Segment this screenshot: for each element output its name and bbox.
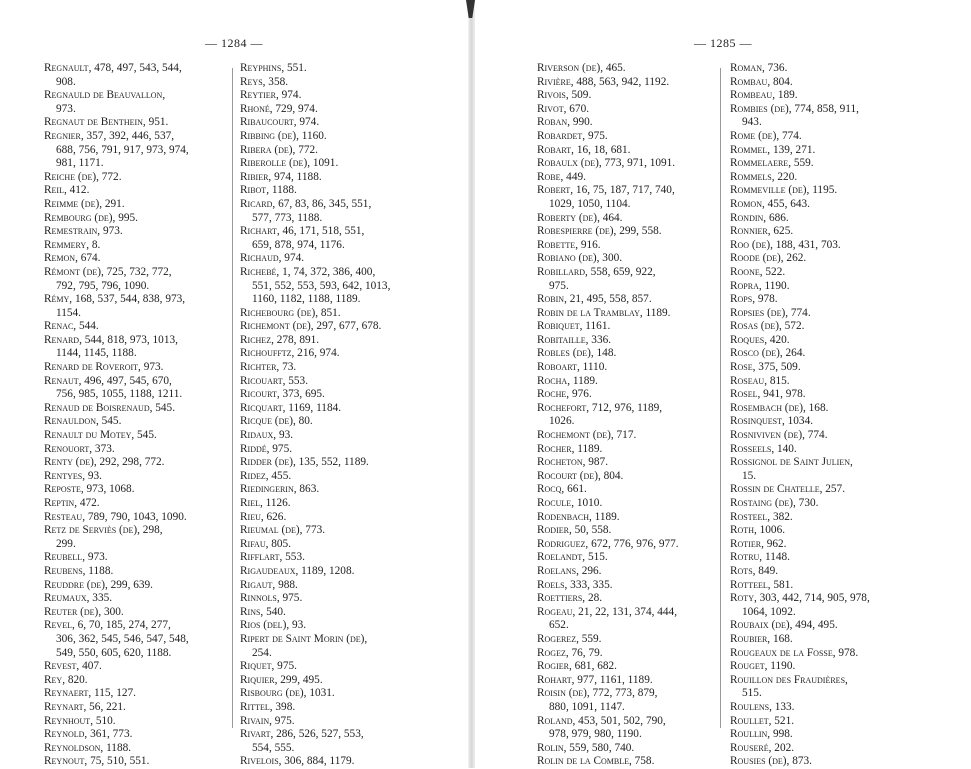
index-entry: Renaut, 496, 497, 545, 670,: [44, 374, 172, 387]
index-entry: Reumaux, 335.: [44, 592, 113, 605]
index-entry: 577, 773, 1188.: [252, 211, 323, 224]
index-entry: Reimme (de), 291.: [44, 197, 125, 210]
index-entry: Roettiers, 28.: [537, 592, 603, 605]
index-entry: 15.: [742, 469, 757, 482]
index-entry: Rouget, 1190.: [730, 660, 796, 673]
index-entry: Regnauld de Beauvallon,: [44, 89, 166, 102]
index-entry: Robe, 449.: [537, 170, 586, 183]
index-entry: Rome (de), 774.: [730, 129, 802, 142]
index-entry: Rose, 375, 509.: [730, 361, 801, 374]
index-entry: Rohart, 977, 1161, 1189.: [537, 673, 653, 686]
index-entry: Rougeaux de la Fosse, 978.: [730, 646, 859, 659]
index-entry: Revel, 6, 70, 185, 274, 277,: [44, 619, 171, 632]
index-entry: Reyphins, 551.: [240, 62, 307, 74]
index-entry: Rittel, 398.: [240, 700, 296, 713]
index-entry: Richez, 278, 891.: [240, 333, 320, 346]
index-entry: Rossin de Chatelle, 257.: [730, 483, 846, 496]
index-entry: Rotru, 1148.: [730, 551, 790, 564]
index-entry: Rotteel, 581.: [730, 578, 794, 591]
index-entry: Remestrain, 973.: [44, 225, 123, 238]
index-entry: Roty, 303, 442, 714, 905, 978,: [730, 592, 870, 605]
index-entry: 1154.: [56, 306, 81, 319]
index-entry: Rommeville (de), 1195.: [730, 184, 838, 197]
index-entry: Reynold, 361, 773.: [44, 728, 133, 741]
index-entry: Rondin, 686.: [730, 211, 789, 224]
index-entry: Renty (de), 292, 298, 772.: [44, 456, 165, 469]
index-entry: Roelans, 296.: [537, 564, 602, 577]
index-entry: Ridaux, 93.: [240, 429, 294, 442]
index-entry: Richter, 73.: [240, 361, 297, 374]
index-entry: 688, 756, 791, 917, 973, 974,: [56, 143, 189, 156]
index-entry: Roulens, 133.: [730, 700, 795, 713]
index-entry: Rivois, 509.: [537, 89, 592, 102]
index-entry: Roman, 736.: [730, 62, 788, 74]
index-entry: Renaud de Boisrenaud, 545.: [44, 401, 176, 414]
index-entry: Rivain, 975.: [240, 714, 295, 727]
index-entry: Reubell, 973.: [44, 551, 108, 564]
index-entry: Robette, 916.: [537, 238, 601, 251]
index-entry: 551, 552, 553, 593, 642, 1013,: [252, 279, 391, 292]
book-gutter: [468, 0, 475, 768]
index-entry: Ribbing (de), 1160.: [240, 129, 327, 142]
index-entry: Rosteel, 382.: [730, 510, 793, 523]
index-entry: Ridez, 455.: [240, 469, 292, 482]
index-entry: Roseau, 815.: [730, 374, 790, 387]
index-entry: Rifflart, 553.: [240, 551, 305, 564]
index-entry: Reptin, 472.: [44, 497, 100, 509]
index-entry: Roques, 420.: [730, 333, 790, 346]
index-entry: Reuddre (de), 299, 639.: [44, 578, 154, 591]
index-entry: Roban, 990.: [537, 116, 593, 129]
index-entry: Rémy, 168, 537, 544, 838, 973,: [44, 293, 186, 306]
index-entry: Rosco (de), 264.: [730, 347, 806, 360]
index-column: [44, 62, 189, 769]
page-number: — 1285 —: [694, 36, 752, 50]
index-entry: Rommelaere, 559.: [730, 157, 814, 170]
index-entry: Reynout, 75, 510, 551.: [44, 755, 150, 768]
left-page: [0, 0, 468, 768]
index-entry: Reys, 358.: [240, 75, 289, 88]
index-entry: Robespierre (de), 299, 558.: [537, 225, 662, 238]
index-entry: Riberolle (de), 1091.: [240, 157, 339, 170]
index-entry: Rogez, 76, 79.: [537, 646, 603, 659]
index-entry: Roche, 976.: [537, 388, 592, 401]
index-entry: Rinnols, 975.: [240, 592, 303, 605]
index-entry: Ribaucourt, 974.: [240, 116, 320, 129]
index-entry: Reytier, 974.: [240, 89, 302, 102]
index-entry: Roth, 1006.: [730, 524, 786, 537]
index-entry: 254.: [252, 646, 272, 659]
index-entry: Ribera (de), 772.: [240, 143, 318, 156]
index-entry: Rostaing (de), 730.: [730, 497, 819, 509]
index-entry: Reynhout, 510.: [44, 714, 116, 727]
index-entry: Riverson (de), 465.: [537, 62, 626, 74]
index-entry: Rommels, 220.: [730, 170, 798, 183]
index-entry: Renault du Motey, 545.: [44, 429, 157, 442]
index-entry: Reiche (de), 772.: [44, 170, 122, 183]
index-entry: Rommel, 139, 271.: [730, 143, 816, 156]
index-entry: Risbourg (de), 1031.: [240, 687, 335, 700]
index-entry: Rosinquest, 1034.: [730, 415, 814, 428]
index-entry: Robin de la Tramblay, 1189.: [537, 306, 671, 319]
index-entry: Robardet, 975.: [537, 129, 608, 142]
right-page: [475, 0, 971, 768]
index-entry: Retz de Serviès (de), 298,: [44, 524, 163, 537]
index-entry: 549, 550, 605, 620, 1188.: [56, 646, 172, 659]
index-entry: Rossignol de Saint Julien,: [730, 456, 853, 469]
index-entry: Robart, 16, 18, 681.: [537, 143, 631, 156]
index-entry: Rops, 978.: [730, 293, 778, 306]
index-entry: 880, 1091, 1147.: [549, 700, 625, 713]
index-entry: Roels, 333, 335.: [537, 578, 613, 591]
index-entry: 975.: [549, 279, 569, 292]
index-entry: 756, 985, 1055, 1188, 1211.: [56, 388, 183, 401]
index-entry: Richoufftz, 216, 974.: [240, 347, 340, 360]
index-column: [537, 62, 679, 769]
index-entry: Rivelois, 306, 884, 1179.: [240, 755, 355, 768]
index-entry: Reynoldson, 1188.: [44, 741, 132, 754]
index-entry: 908.: [56, 75, 76, 88]
index-entry: Roland, 453, 501, 502, 790,: [537, 714, 666, 727]
index-entry: Robles (de), 148.: [537, 347, 617, 360]
index-entry: Roisin (de), 772, 773, 879,: [537, 687, 658, 700]
index-entry: Riquet, 975.: [240, 660, 297, 673]
index-entry: Resteau, 789, 790, 1043, 1090.: [44, 510, 187, 523]
index-entry: Regnier, 357, 392, 446, 537,: [44, 129, 175, 142]
index-entry: Rouseré, 202.: [730, 741, 795, 754]
index-entry: Roode (de), 262.: [730, 252, 807, 265]
index-entry: Revest, 407.: [44, 660, 102, 673]
index-entry: Ricquart, 1169, 1184.: [240, 401, 342, 414]
index-entry: Robiquet, 1161.: [537, 320, 611, 333]
index-entry: Ribier, 974, 1188.: [240, 170, 322, 183]
index-entry: Robiano (de), 300.: [537, 252, 623, 265]
index-entry: Richebourg (de), 851.: [240, 306, 341, 319]
index-entry: Rhoné, 729, 974.: [240, 102, 318, 115]
index-entry: 1160, 1182, 1188, 1189.: [252, 293, 361, 306]
index-entry: 792, 795, 796, 1090.: [56, 279, 150, 292]
index-entry: Rosembach (de), 168.: [730, 401, 829, 414]
index-entry: Richebé, 1, 74, 372, 386, 400,: [240, 265, 376, 278]
index-entry: Ropsies (de), 774.: [730, 306, 811, 319]
index-entry: Reynaert, 115, 127.: [44, 687, 136, 700]
index-entry: Rosas (de), 572.: [730, 320, 805, 333]
index-entry: Renac, 544.: [44, 320, 99, 333]
index-entry: Rocq, 661.: [537, 483, 587, 496]
index-entry: Remon, 674.: [44, 252, 101, 265]
index-entry: Rocher, 1189.: [537, 442, 603, 455]
index-entry: Ronnier, 625.: [730, 225, 794, 238]
index-entry: Roubaix (de), 494, 495.: [730, 619, 838, 632]
index-entry: Reposte, 973, 1068.: [44, 483, 135, 496]
index-entry: Roboart, 1110.: [537, 361, 608, 374]
index-entry: Regnault, 478, 497, 543, 544,: [44, 62, 182, 74]
index-entry: Rolin, 559, 580, 740.: [537, 741, 635, 754]
index-entry: Robaulx (de), 773, 971, 1091.: [537, 157, 676, 170]
index-entry: Rombeau, 189.: [730, 89, 798, 102]
index-entry: Rocourt (de), 804.: [537, 469, 624, 482]
index-entry: Riedingerin, 863.: [240, 483, 320, 496]
index-entry: Rigaut, 988.: [240, 578, 298, 591]
index-entry: Robillard, 558, 659, 922,: [537, 265, 656, 278]
index-entry: Reynart, 56, 221.: [44, 700, 126, 713]
index-entry: Rémont (de), 725, 732, 772,: [44, 265, 172, 278]
page-number: — 1284 —: [205, 36, 263, 50]
index-entry: Ricouart, 553.: [240, 374, 309, 387]
index-entry: Rodriguez, 672, 776, 976, 977.: [537, 537, 679, 550]
index-entry: Rochemont (de), 717.: [537, 429, 637, 442]
index-column: [730, 62, 870, 769]
index-entry: Rousies (de), 873.: [730, 755, 812, 768]
index-entry: 652.: [549, 619, 569, 632]
index-entry: Riel, 1126.: [240, 497, 291, 509]
index-entry: 299.: [56, 537, 76, 550]
index-entry: Rogerez, 559.: [537, 632, 602, 645]
index-entry: 1026.: [549, 415, 575, 428]
index-entry: Roberty (de), 464.: [537, 211, 623, 224]
index-entry: Remmery, 8.: [44, 238, 101, 251]
index-entry: Robert, 16, 75, 187, 717, 740,: [537, 184, 675, 197]
index-entry: Rey, 820.: [44, 673, 88, 686]
index-entry: Ridder (de), 135, 552, 1189.: [240, 456, 369, 469]
index-entry: Riddé, 975.: [240, 442, 293, 455]
index-entry: 978, 979, 980, 1190.: [549, 728, 642, 741]
index-entry: Reuter (de), 300.: [44, 605, 124, 618]
index-entry: Richemont (de), 297, 677, 678.: [240, 320, 382, 333]
index-entry: Rios (del), 93.: [240, 619, 307, 632]
index-entry: Rocule, 1010.: [537, 497, 603, 509]
index-entry: Reubens, 1188.: [44, 564, 114, 577]
index-entry: Ricque (de), 80.: [240, 415, 313, 428]
index-entry: Rouillon des Fraudières,: [730, 673, 848, 686]
index-entry: Romon, 455, 643.: [730, 197, 810, 210]
index-entry: Renouort, 373.: [44, 442, 115, 455]
index-entry: Rieu, 626.: [240, 510, 287, 523]
index-entry: Ricard, 67, 83, 86, 345, 551,: [240, 197, 372, 210]
index-entry: 1144, 1145, 1188.: [56, 347, 137, 360]
index-entry: Renard de Roveroit, 973.: [44, 361, 164, 374]
index-entry: Rochefort, 712, 976, 1189,: [537, 401, 663, 414]
index-entry: 981, 1171.: [56, 157, 104, 170]
index-entry: Rifau, 805.: [240, 537, 292, 550]
index-entry: Rembourg (de), 995.: [44, 211, 138, 224]
index-entry: Rolin de la Comble, 758.: [537, 755, 655, 768]
index-entry: 306, 362, 545, 546, 547, 548,: [56, 632, 189, 645]
index-entry: Riquier, 299, 495.: [240, 673, 323, 686]
index-entry: Rodier, 50, 558.: [537, 524, 612, 537]
index-entry: 515.: [742, 687, 762, 700]
index-entry: Roullet, 521.: [730, 714, 795, 727]
index-entry: Rombau, 804.: [730, 75, 793, 88]
index-entry: Roelandt, 515.: [537, 551, 608, 564]
index-entry: Rogier, 681, 682.: [537, 660, 617, 673]
index-entry: Rosniviven (de), 774.: [730, 429, 828, 442]
index-entry: 554, 555.: [252, 741, 295, 754]
index-entry: Roo (de), 188, 431, 703.: [730, 238, 841, 251]
index-entry: Robitaille, 336.: [537, 333, 612, 346]
index-entry: Rieumal (de), 773.: [240, 524, 326, 537]
index-entry: 943.: [742, 116, 762, 129]
column-divider: [232, 68, 233, 728]
index-entry: Regnaut de Benthein, 951.: [44, 116, 169, 129]
index-entry: 659, 878, 974, 1176.: [252, 238, 345, 251]
index-entry: Rombies (de), 774, 858, 911,: [730, 102, 859, 115]
index-entry: Richaud, 974.: [240, 252, 305, 265]
column-divider: [720, 68, 721, 728]
index-entry: Roullin, 998.: [730, 728, 793, 741]
index-entry: 973.: [56, 102, 76, 115]
index-entry: Ricourt, 373, 695.: [240, 388, 325, 401]
index-entry: Rocha, 1189.: [537, 374, 598, 387]
index-entry: Rosseels, 140.: [730, 442, 797, 455]
index-entry: Roone, 522.: [730, 265, 786, 278]
index-entry: 1064, 1092.: [742, 605, 796, 618]
index-entry: Richart, 46, 171, 518, 551,: [240, 225, 365, 238]
index-entry: Ribot, 1188.: [240, 184, 297, 197]
index-entry: Rivart, 286, 526, 527, 553,: [240, 728, 364, 741]
index-entry: Rosel, 941, 978.: [730, 388, 806, 401]
index-entry: Rotier, 962.: [730, 537, 787, 550]
index-entry: Ropra, 1190.: [730, 279, 790, 292]
index-entry: Robin, 21, 495, 558, 857.: [537, 293, 652, 306]
index-entry: Rots, 849.: [730, 564, 779, 577]
index-entry: 1029, 1050, 1104.: [549, 197, 631, 210]
index-entry: Rivière, 488, 563, 942, 1192.: [537, 75, 670, 88]
index-entry: Rins, 540.: [240, 605, 286, 618]
index-entry: Rivot, 670.: [537, 102, 590, 115]
index-entry: Rodenbach, 1189.: [537, 510, 620, 523]
index-entry: Rigaudeaux, 1189, 1208.: [240, 564, 355, 577]
index-entry: Roubier, 168.: [730, 632, 793, 645]
index-entry: Ripert de Saint Morin (de),: [240, 632, 368, 645]
index-entry: Rentyes, 93.: [44, 469, 102, 482]
index-column: [240, 62, 390, 769]
index-entry: Renauldon, 545.: [44, 415, 122, 428]
index-entry: Renard, 544, 818, 973, 1013,: [44, 333, 178, 346]
index-entry: Rocheton, 987.: [537, 456, 609, 469]
index-entry: Reil, 412.: [44, 184, 90, 197]
index-entry: Rogeau, 21, 22, 131, 374, 444,: [537, 605, 678, 618]
